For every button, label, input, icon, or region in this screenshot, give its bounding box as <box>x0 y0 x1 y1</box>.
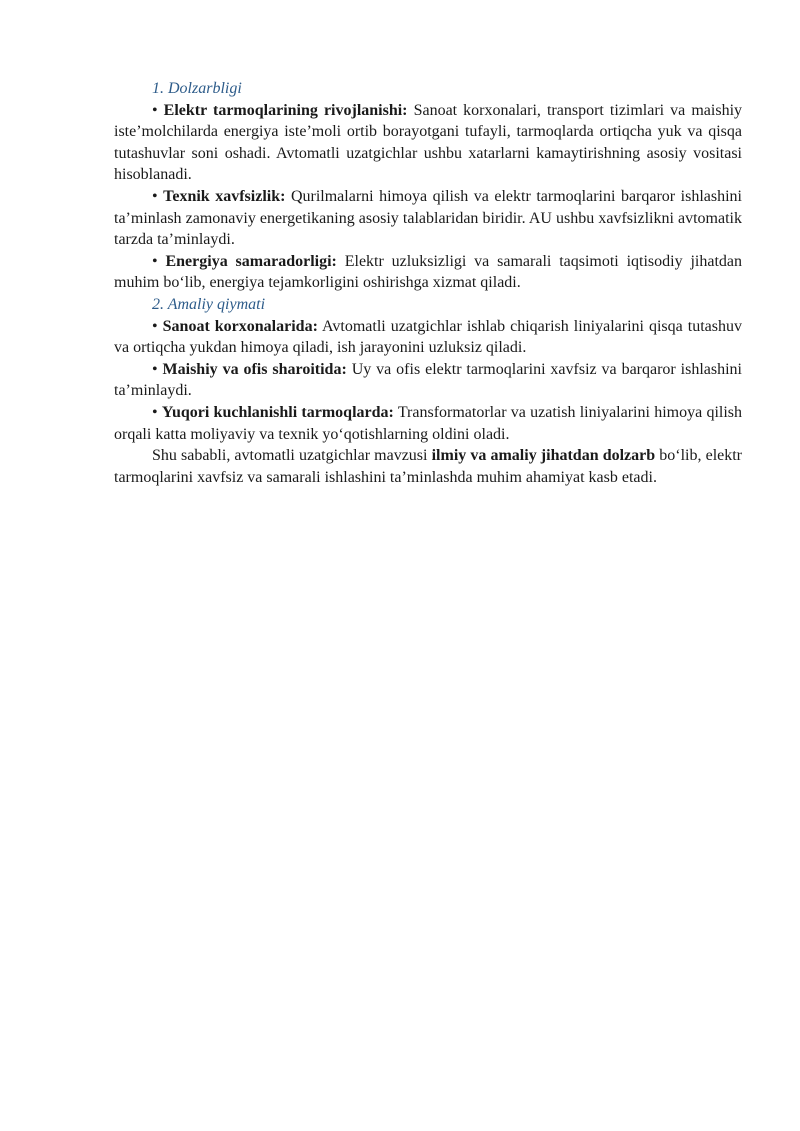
bullet-item <box>114 100 742 186</box>
document-body <box>114 78 742 488</box>
section-heading-amaliy-qiymati: 2. Amaliy qiymati <box>152 295 266 313</box>
bullet-label: Texnik xavfsizlik: <box>163 187 286 205</box>
bullet-text: Sanoat korxonalari, transport tizimlari va maishiy iste’molchilarda energiya iste’moli ortib borayotgani tufayli, tarmoqlarda ortiqcha yuk va qisqa tutashuvlar soni oshadi. Avtomatli uzatgichlar ushbu xatarlarni kamaytirishning asosiy vositasi hisoblanadi. <box>114 101 743 184</box>
bullet-marker: • <box>152 403 158 421</box>
conclusion-emphasis: ilmiy va amaliy jihatdan dolzarb <box>431 447 656 465</box>
bullet-item <box>114 251 742 294</box>
bullet-label: Sanoat korxonalarida: <box>162 317 318 335</box>
bullet-text: Transformatorlar va uzatish liniyalarini himoya qilish orqali katta moliyaviy va texnik yo‘qotishlarning oldini oladi. <box>114 403 743 443</box>
section-heading-dolzarbligi: 1. Dolzarbligi <box>152 80 242 97</box>
bullet-item <box>114 359 742 402</box>
bullet-text: Avtomatli uzatgichlar ishlab chiqarish liniyalarini qisqa tutashuv va ortiqcha yukdan himoya qiladi, ish jarayonini uzluksiz qiladi. <box>114 317 742 357</box>
conclusion-paragraph <box>114 445 742 488</box>
bullet-text: Uy va ofis elektr tarmoqlarini xavfsiz va barqaror ishlashini ta’minlaydi. <box>114 360 743 400</box>
conclusion-text-before: Shu sababli, avtomatli uzatgichlar mavzusi <box>152 447 432 465</box>
bullet-item <box>114 402 742 445</box>
bullet-label: Yuqori kuchlanishli tarmoqlarda: <box>161 403 394 421</box>
bullet-item <box>114 186 742 251</box>
bullet-label: Energiya samaradorligi: <box>165 252 337 270</box>
bullet-marker: • <box>152 360 158 378</box>
bullet-text: Elektr uzluksizligi va samarali taqsimoti iqtisodiy jihatdan muhim bo‘lib, energiya tejamkorligini oshirishga xizmat qiladi. <box>114 252 743 292</box>
bullet-label: Maishiy va ofis sharoitida: <box>162 360 347 378</box>
bullet-label: Elektr tarmoqlarining rivojlanishi: <box>163 101 408 119</box>
bullet-text: Qurilmalarni himoya qilish va elektr tarmoqlarini barqaror ishlashini ta’minlash zamonaviy energetikaning asosiy talablaridan biridir. AU ushbu xavfsizlikni avtomatik tarzda ta’minlaydi. <box>114 187 743 249</box>
bullet-marker: • <box>152 101 158 119</box>
bullet-marker: • <box>152 187 158 205</box>
bullet-marker: • <box>152 317 158 335</box>
conclusion-text-after: bo‘lib, elektr tarmoqlarini xavfsiz va samarali ishlashini ta’minlashda muhim ahamiyat kasb etadi. <box>114 447 743 486</box>
bullet-marker: • <box>152 252 158 270</box>
bullet-item <box>114 316 742 359</box>
